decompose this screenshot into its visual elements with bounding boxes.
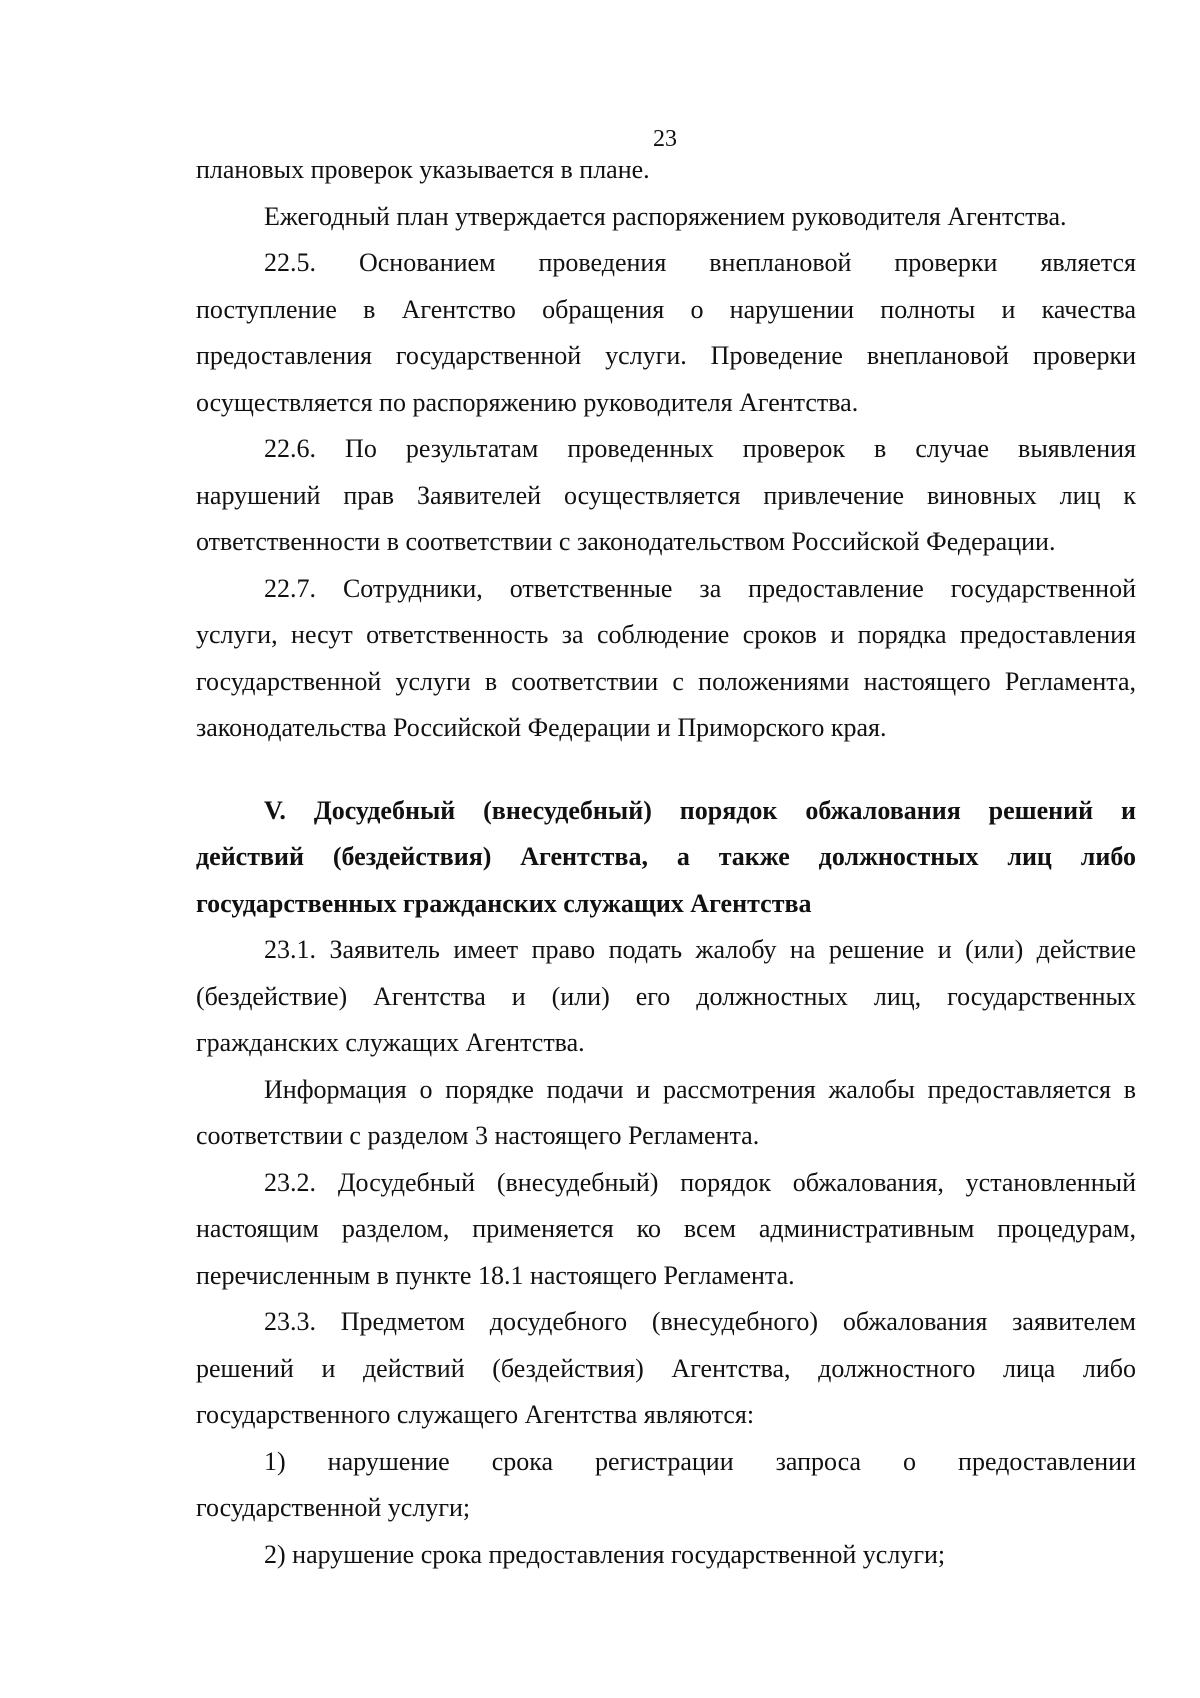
text-line: 23.2. Досудебный (внесудебный) порядок обжалования, установленный — [264, 1167, 1136, 1197]
text-line: законодательства Российской Федерации и Приморского края. — [196, 713, 887, 742]
text-line: Информация о порядке подачи и рассмотрения жалобы предоставляется в — [264, 1074, 1136, 1104]
text-line: 23.3. Предметом досудебного (внесудебного) обжалования заявителем — [264, 1307, 1136, 1336]
section-heading-line: государственных гражданских служащих Агентства — [196, 888, 812, 918]
text-line: 22.6. По результатам проведенных проверок в случае выявления — [264, 434, 1136, 463]
text-line: настоящим разделом, применяется ко всем административным процедурам, — [196, 1214, 1136, 1243]
text-line: 1) нарушение срока регистрации запроса о предоставлении — [264, 1446, 1136, 1476]
page-number: 23 — [653, 126, 677, 152]
text-line: государственной услуги в соответствии с положениями настоящего Регламента, — [196, 666, 1136, 696]
text-line: гражданских служащих Агентства. — [196, 1028, 585, 1057]
text-line: соответствии с разделом 3 настоящего Регламента. — [196, 1121, 760, 1150]
section-heading-line: V. Досудебный (внесудебный) порядок обжалования решений и — [264, 795, 1136, 825]
text-line: (бездействие) Агентства и (или) его должностных лиц, государственных — [196, 981, 1136, 1011]
text-line: ответственности в соответствии с законодательством Российской Федерации. — [196, 527, 1056, 556]
text-line: государственной услуги; — [196, 1493, 471, 1522]
text-line: 22.5. Основанием проведения внеплановой проверки является — [264, 248, 1136, 277]
text-line: поступление в Агентство обращения о нарушении полноты и качества — [196, 294, 1136, 324]
text-line: предоставления государственной услуги. Проведение внеплановой проверки — [196, 341, 1136, 370]
text-line: Ежегодный план утверждается распоряжением руководителя Агентства. — [264, 201, 1067, 231]
text-line: 2) нарушение срока предоставления государственной услуги; — [264, 1539, 946, 1569]
text-line: 23.1. Заявитель имеет право подать жалобу на решение и (или) действие — [264, 935, 1136, 964]
text-line: государственного служащего Агентства являются: — [196, 1400, 755, 1429]
text-line: осуществляется по распоряжению руководителя Агентства. — [196, 387, 859, 417]
section-heading-line: действий (бездействия) Агентства, а также должностных лиц либо — [196, 842, 1136, 871]
text-line: перечисленным в пункте 18.1 настоящего Регламента. — [196, 1260, 795, 1290]
text-line: 22.7. Сотрудники, ответственные за предоставление государственной — [264, 573, 1136, 603]
text-line: решений и действий (бездействия) Агентства, должностного лица либо — [196, 1353, 1136, 1383]
document-body — [196, 147, 1136, 1578]
text-line: плановых проверок указывается в плане. — [196, 155, 650, 184]
text-line: нарушений прав Заявителей осуществляется привлечение виновных лиц к — [196, 480, 1136, 510]
text-line: услуги, несут ответственность за соблюдение сроков и порядка предоставления — [196, 620, 1136, 649]
